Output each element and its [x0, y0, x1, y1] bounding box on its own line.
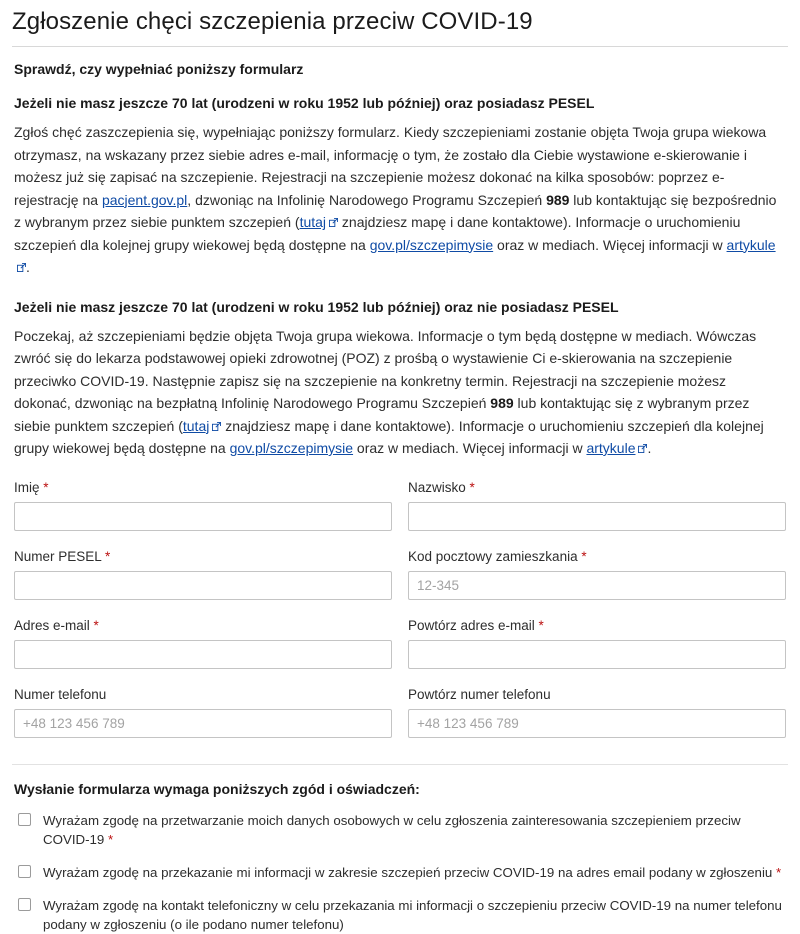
- paragraph-text: oraz w mediach. Więcej informacji w: [493, 236, 727, 253]
- title-divider: [12, 46, 788, 47]
- label-telefon-powtorz: Powtórz numer telefonu: [408, 686, 551, 702]
- input-kod-pocztowy[interactable]: [408, 571, 786, 600]
- consent-label-phone-contact: Wyrażam zgodę na kontakt telefoniczny w celu przekazania mi informacji o szczepieniu przeciw COVID-19 na numer telefonu podany w zgłoszeniu (o ile podano numer telefonu): [43, 897, 782, 932]
- input-telefon[interactable]: [14, 709, 392, 738]
- section-paragraph-2: [14, 325, 786, 460]
- required-marker: *: [89, 617, 99, 633]
- section-paragraph-1: [14, 121, 786, 279]
- registration-form: [12, 480, 788, 756]
- field-kod-pocztowy: [406, 549, 788, 600]
- consent-row-data-processing[interactable]: [14, 811, 786, 849]
- paragraph-text: .: [647, 440, 652, 456]
- field-email: [12, 618, 394, 669]
- section-without-pesel: [12, 299, 788, 460]
- external-link-icon: [212, 422, 221, 431]
- input-imie[interactable]: [14, 502, 392, 531]
- paragraph-text: znajdziesz mapę i dane kontaktowe). Informacje o uruchomieniu szczepień dla kolejnej grupy wiekowej będą dostępne na: [14, 214, 741, 253]
- input-nazwisko[interactable]: [408, 502, 786, 531]
- paragraph-text: znajdziesz mapę i dane kontaktowe). Informacje o uruchomieniu szczepień dla kolejnej grupy wiekowej będą dostępne na: [14, 417, 764, 456]
- consents-title: Wysłanie formularza wymaga poniższych zgód i oświadczeń:: [14, 780, 420, 797]
- paragraph-text: lub kontaktując się bezpośrednio z wybranym przez siebie punktem szczepień (: [14, 191, 777, 230]
- required-marker: *: [39, 479, 49, 495]
- required-marker: *: [101, 548, 111, 564]
- inline-link[interactable]: gov.pl/szczepimysie: [229, 440, 354, 456]
- section-with-pesel: [12, 95, 788, 279]
- field-nazwisko: [406, 480, 788, 531]
- paragraph-text: Zgłoś chęć zaszczepienia się, wypełniając poniższy formularz. Kiedy szczepieniami zostanie objęta Twoja grupa wiekowa otrzymasz, na wskazany przez siebie adres e-mail, informację o tym, że zostało dla Ciebie wystawione e-skierowanie i możesz już się zapisać na szczepienie. Rejestracji na szczepienie możesz dokonać na kilka sposobów: poprzez e-rejestrację na: [14, 124, 767, 208]
- field-telefon-powtorz: [406, 687, 788, 738]
- paragraph-text: oraz w mediach. Więcej informacji w: [353, 440, 587, 456]
- external-link-icon: [638, 444, 647, 453]
- required-marker: *: [577, 548, 587, 564]
- paragraph-text: lub kontaktując się z wybranym przez siebie punktem szczepień (: [14, 395, 750, 434]
- page-title: Zgłoszenie chęci szczepienia przeciw COVID-19: [12, 8, 533, 35]
- checkbox-phone-contact[interactable]: [18, 898, 31, 911]
- section-heading-1: Jeżeli nie masz jeszcze 70 lat (urodzeni w roku 1952 lub później) oraz posiadasz PESEL: [14, 95, 595, 111]
- label-telefon: Numer telefonu: [14, 686, 107, 702]
- input-email-powtorz[interactable]: [408, 640, 786, 669]
- emphasis-text: 989: [490, 395, 514, 411]
- label-email: Adres e-mail *: [14, 617, 99, 633]
- external-link-icon: [329, 218, 338, 227]
- label-nazwisko: Nazwisko *: [408, 479, 475, 495]
- inline-link[interactable]: gov.pl/szczepimysie: [369, 236, 494, 253]
- checkbox-data-processing[interactable]: [18, 813, 31, 826]
- input-telefon-powtorz[interactable]: [408, 709, 786, 738]
- field-telefon: [12, 687, 394, 738]
- emphasis-text: 989: [546, 191, 570, 208]
- inline-link[interactable]: pacjent.gov.pl: [101, 191, 188, 208]
- section-heading-2: Jeżeli nie masz jeszcze 70 lat (urodzeni w roku 1952 lub później) oraz nie posiadasz PESEL: [14, 298, 619, 315]
- inline-external-link[interactable]: artykule: [726, 236, 776, 253]
- consent-row-phone-contact[interactable]: [14, 896, 786, 934]
- consent-row-email-info[interactable]: [14, 863, 786, 882]
- required-marker: *: [534, 617, 544, 633]
- input-pesel[interactable]: [14, 571, 392, 600]
- label-imie: Imię *: [14, 479, 49, 495]
- checkbox-email-info[interactable]: [18, 865, 31, 878]
- field-imie: [12, 480, 394, 531]
- field-pesel: [12, 549, 394, 600]
- lead-text: Sprawdź, czy wypełniać poniższy formularz: [14, 61, 304, 77]
- paragraph-text: Poczekaj, aż szczepieniami będzie objęta Twoja grupa wiekowa. Informacje o tym będą dostępne w mediach. Wówczas zwróć się do lekarza podstawowej opieki zdrowotnej (POZ) z prośbą o wystawienie Ci e-skierowania na szczepienie przeciwko COVID-19. Następnie zapisz się na szczepienie na konkretny termin. Rejestracji na szczepienie możesz dokonać, dzwoniąc na bezpłatną Infolinię Narodowego Programu Szczepień: [14, 327, 757, 411]
- required-marker: *: [465, 479, 475, 495]
- consent-label-data-processing: Wyrażam zgodę na przetwarzanie moich danych osobowych w celu zgłoszenia zainteresowania szczepieniem przeciw COVID-19 *: [43, 812, 741, 847]
- external-link-icon: [17, 263, 26, 272]
- input-email[interactable]: [14, 640, 392, 669]
- inline-external-link[interactable]: tutaj: [299, 214, 327, 230]
- paragraph-text: .: [26, 259, 30, 275]
- field-email-powtorz: [406, 618, 788, 669]
- consents-divider: [12, 764, 788, 765]
- consent-label-email-info: Wyrażam zgodę na przekazanie mi informacji w zakresie szczepień przeciw COVID-19 na adres email podany w zgłoszeniu *: [43, 864, 782, 880]
- label-kod-pocztowy: Kod pocztowy zamieszkania *: [408, 548, 587, 564]
- label-email-powtorz: Powtórz adres e-mail *: [408, 617, 544, 633]
- inline-external-link[interactable]: artykule: [586, 440, 636, 456]
- paragraph-text: , dzwoniąc na Infolinię Narodowego Programu Szczepień: [187, 191, 547, 208]
- inline-external-link[interactable]: tutaj: [182, 417, 210, 434]
- label-pesel: Numer PESEL *: [14, 548, 111, 564]
